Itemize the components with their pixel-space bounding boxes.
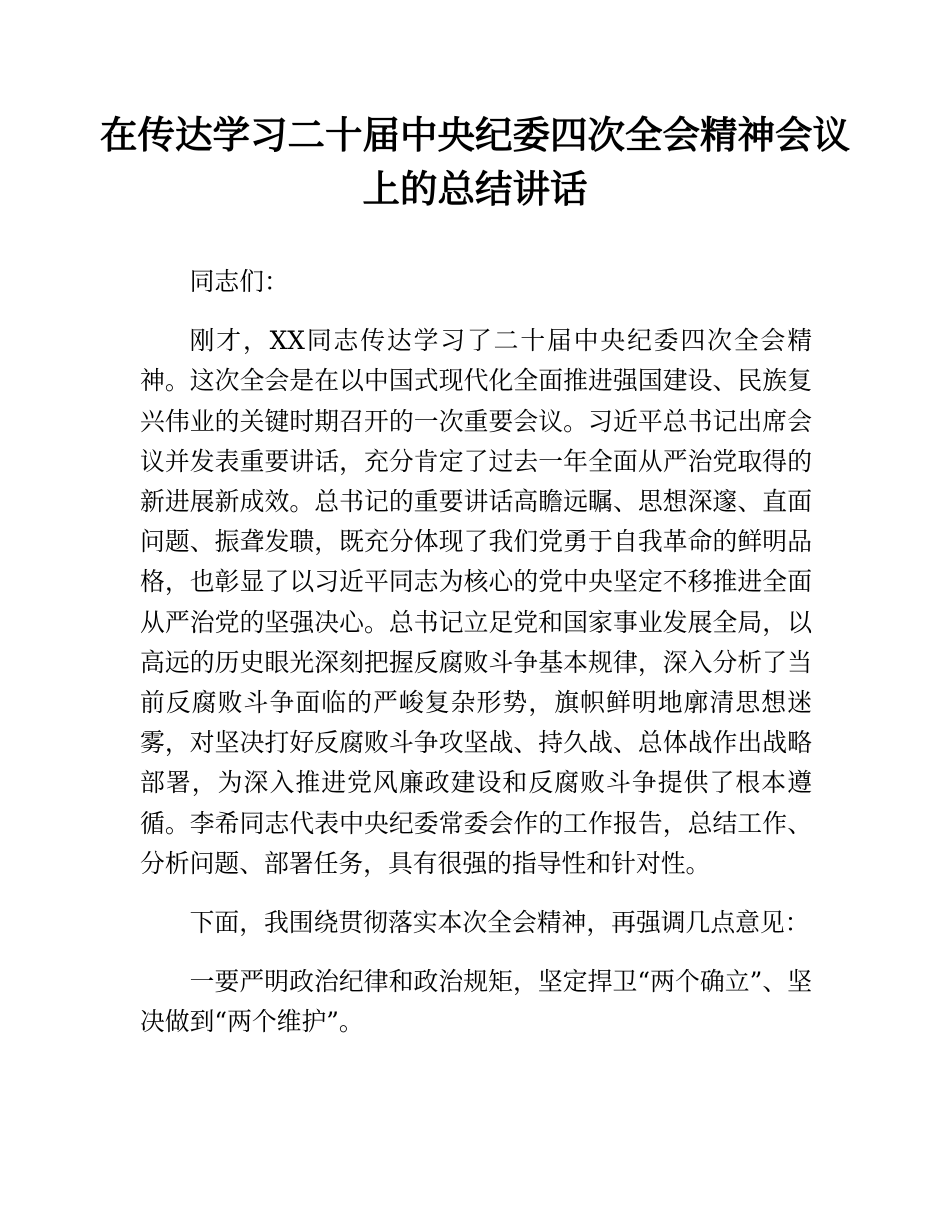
body-paragraph-3: 一要严明政治纪律和政治规矩，坚定捍卫“两个确立”、坚决做到“两个维护”。 [140,967,812,1037]
page-title: 在传达学习二十届中央纪委四次全会精神会议上的总结讲话 [100,114,850,210]
body-paragraph-2: 下面，我围绕贯彻落实本次全会精神，再强调几点意见： [189,908,810,938]
body-paragraph-1: 刚才，XX同志传达学习了二十届中央纪委四次全会精神。这次全会是在以中国式现代化全面推进强国建设、民族复兴伟业的关键时期召开的一次重要会议。习近平总书记出席会议并发表重要讲话，充分肯定了过去一年全面从严治党取得的新进展新成效。总书记的重要讲话高瞻远瞩、思想深邃、直面问题、振聋发聩，既充分体现了我们党勇于自我革命的鲜明品格，也彰显了以习近平同志为核心的党中央坚定不移推进全面从严治党的坚强决心。总书记立足党和国家事业发展全局，以高远的历史眼光深刻把握反腐败斗争基本规律，深入分析了当前反腐败斗争面临的严峻复杂形势，旗帜鲜明地廓清思想迷雾，对坚决打好反腐败斗争攻坚战、持久战、总体战作出战略部署，为深入推进党风廉政建设和反腐败斗争提供了根本遵循。李希同志代表中央纪委常委会作的工作报告，总结工作、分析问题、部署任务，具有很强的指导性和针对性。 [140,326,812,878]
document-body [140,262,812,1043]
salutation: 同志们： [189,267,289,296]
